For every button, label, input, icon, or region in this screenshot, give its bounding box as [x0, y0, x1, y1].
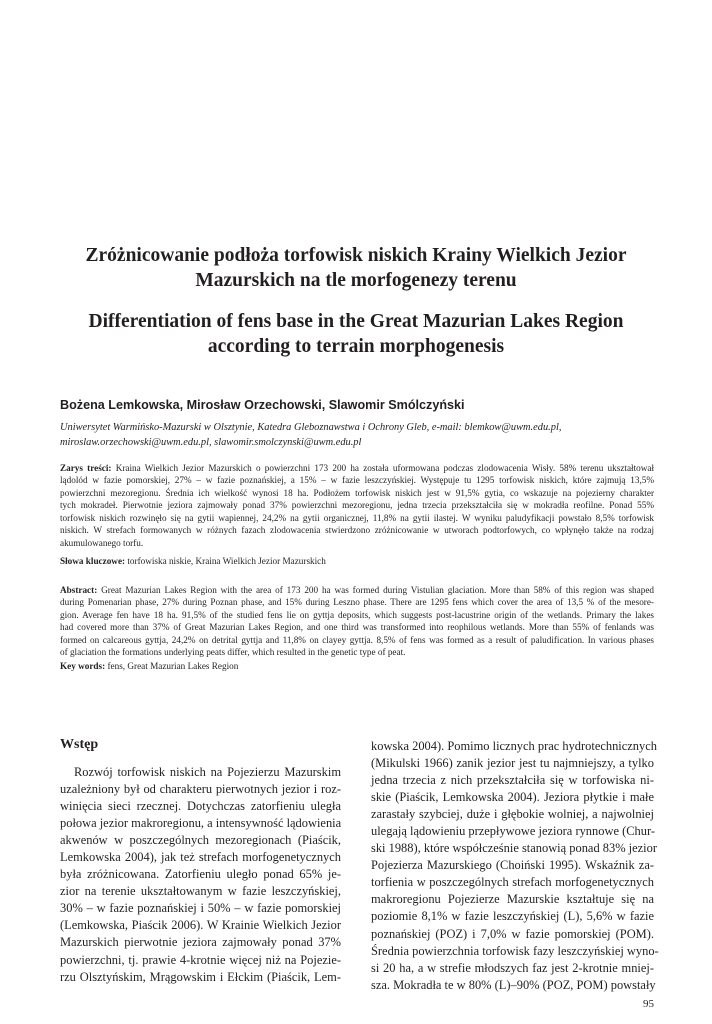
keywords-english-text: fens, Great Mazurian Lakes Region — [105, 661, 239, 671]
keywords-english — [60, 660, 654, 672]
body-line: Średnia powierzchnia torfowisk fazy leszczyńskiej wyno- — [371, 943, 659, 958]
body-line: 30% – w fazie poznańskiej i 50% – w fazie pomorskiej — [60, 901, 341, 916]
body-line: rzu Olsztyńskim, Mrągowskim i Ełckim (Piaścik, Lem- — [60, 969, 341, 984]
summary-polish-line: lądolód w fazie pomorskiej, 27% – w fazie poznańskiej, a 15% – w fazie leszczyńskiej. Występuje tu 1295 torfowisk niskich, które zajmują 13,5% — [60, 475, 654, 486]
body-line: makroregionu Pojezierze Mazurskie kształtuje się na — [371, 892, 654, 907]
body-line: Pojezierza Mazurskiego (Choiński 1995). Wskaźnik za- — [371, 858, 654, 873]
abstract-line: during Pomenarian phase, 27% during Poznan phase, and 15% during Leszno phase. There are 1295 fens which cover the area of 13,5 % of the mesore- — [60, 597, 654, 608]
keywords-polish-text: torfowiska niskie, Kraina Wielkich Jezior Mazurskich — [125, 556, 326, 566]
body-line: zarastały szybciej, duże i głębokie wolniej, a najwolniej — [371, 807, 654, 822]
authors: Bożena Lemkowska, Mirosław Orzechowski, Slawomir Smólczyński — [60, 398, 465, 412]
abstract-line: had covered more than 37% of Great Mazurian Lakes Region, and one third was transformed into reophilous wetlands. More than 55% of fenlands was — [60, 622, 654, 633]
page-number: 95 — [643, 998, 654, 1010]
body-line: połowa jezior makroregionu, a intensywność lądowienia — [60, 816, 342, 831]
body-line: poznańskiej (POZ) i 7,0% w fazie pomorskiej (POM). — [371, 926, 654, 941]
keywords-polish — [60, 555, 654, 567]
summary-polish-line: tych mokradeł. Pierwotnie jeziora zajmowały ponad 37% powierzchni mezoregionu, jedna trzecia przekształciła się w mokradła reofilne. Ponad 55% — [60, 500, 654, 511]
title-english-line: Differentiation of fens base in the Great Mazurian Lakes Region — [88, 311, 624, 332]
body-line: ski 1988), które współcześnie stanowią ponad 83% jezior — [371, 841, 657, 856]
body-line: (Lemkowska, Piaścik 2006). W Krainie Wielkich Jezior — [60, 918, 341, 933]
title-polish-line: Zróżnicowanie podłoża torfowisk niskich Krainy Wielkich Jezior — [85, 245, 627, 266]
abstract-label: Abstract: — [60, 585, 98, 595]
body-line: uzależniony był od charakteru pierwotnych jezior i roz- — [60, 782, 341, 797]
right-column — [371, 738, 659, 994]
title-english — [60, 309, 652, 359]
body-line: poziomie 8,1% w fazie leszczyńskiej (L), 5,6% w fazie — [371, 909, 654, 924]
title-polish-line: Mazurskich na tle morfogenezy terenu — [195, 270, 517, 291]
summary-polish-line: torfowisk niskich rozwinęło się na gytii wapiennej, 24,2% na gytii organicznej, 11,8% na gytii ilastej. W wyniku paludyfikacji powstało 8,5% torfowisk — [60, 512, 654, 523]
abstract-english — [60, 584, 654, 659]
body-line: Lemkowska 2004), jak też strefach morfogenetycznych — [60, 850, 341, 865]
summary-polish-line: powierzchni mezoregionu. Średnia ich wielkość wynosi 18 ha. Podłożem torfowisk niskich jest w 91,5% gytia, co wskazuje na pojezierny charakter — [60, 487, 654, 498]
summary-polish — [60, 462, 654, 549]
summary-polish-label: Zarys treści: — [60, 463, 112, 473]
section-heading: Wstęp — [60, 737, 99, 752]
body-line: była zróżnicowana. Zatorfieniu uległo ponad 65% je- — [60, 867, 341, 882]
affiliation-line: Uniwersytet Warmińsko-Mazurski w Olsztynie, Katedra Gleboznawstwa i Ochrony Gleb, e-mail: blemkow@uwm.edu.pl, — [60, 422, 562, 433]
body-line: torfienia w poszczególnych strefach morfogenetycznych — [371, 875, 654, 890]
body-line: powierzchni, tj. prawie 4-krotnie więcej niż na Pojezie- — [60, 952, 341, 967]
body-line: Rozwój torfowisk niskich na Pojezierzu Mazurskim — [74, 765, 341, 779]
keywords-polish-label: Słowa kluczowe: — [60, 556, 126, 566]
body-line: winięcia sieci rzecznej. Dotychczas zatorfieniu uległa — [60, 799, 341, 814]
body-line: skie (Piaścik, Lemkowska 2004). Jeziora płytkie i małe — [371, 790, 654, 805]
body-line: akwenów w poszczególnych mezoregionach (Piaścik, — [60, 833, 341, 848]
summary-polish-line: niskich. W strefach formowanych w różnych fazach zlodowacenia stwierdzono zróżnicowanie w utworach podtorfowych, co wpłynęło także na rodzaj — [60, 525, 654, 536]
abstract-line: formed on calcareous gyttja, 24,2% on detrital gyttja and 11,8% on clayey gyttja. 8,5% of fens was formed as a result of paludification. In various phases — [60, 634, 654, 645]
body-line: jedna trzecia z nich przekształciła się w torfowiska ni- — [371, 773, 654, 788]
abstract-line: of glaciation the formations underlying peats differ, which resulted in the genetic type of peat. — [60, 647, 406, 658]
body-line: ulegają lądowieniu przepływowe jeziora rynnowe (Chur- — [371, 824, 655, 839]
abstract-line: Abstract: Great Mazurian Lakes Region with the area of 173 200 ha was formed during Vistulian glaciation. More than 58% of this region was shaped — [60, 585, 654, 595]
title-english-line: according to terrain morphogenesis — [207, 336, 505, 357]
summary-polish-line: akumulowanego torfu. — [60, 537, 144, 548]
body-line: (Mikulski 1966) zanik jezior jest tu najmniejszy, a tylko — [371, 756, 654, 771]
body-line: sza. Mokradła te w 80% (L)–90% (POZ, POM) powstały — [371, 977, 656, 992]
summary-polish-line: Zarys treści: Kraina Wielkich Jezior Mazurskich o powierzchni 173 200 ha została uformowana podczas zlodowacenia Wisły. 58% terenu ukształtował — [60, 463, 654, 473]
abstract-line: gion. Average fen have 18 ha. 91,5% of the studied fens lie on gyttja deposits, which suggests post-lacustrine origin of the wetlands. Primary the lakes — [60, 609, 654, 620]
affiliation-line: miroslaw.orzechowski@uwm.edu.pl, slawomir.smolczynski@uwm.edu.pl — [60, 436, 362, 448]
title-polish — [60, 243, 652, 293]
body-line: zior na terenie ukształtowanym w fazie leszczyńskiej, — [60, 884, 341, 899]
affiliation — [60, 421, 652, 450]
body-line: kowska 2004). Pomimo licznych prac hydrotechnicznych — [371, 739, 657, 753]
body-line: si 20 ha, a w strefie młodszych faz jest 2-krotnie mniej- — [371, 960, 654, 975]
body-line: Mazurskich pierwotnie jeziora zajmowały ponad 37% — [60, 935, 341, 950]
left-column — [60, 764, 341, 986]
keywords-english-label: Key words: — [60, 661, 106, 671]
